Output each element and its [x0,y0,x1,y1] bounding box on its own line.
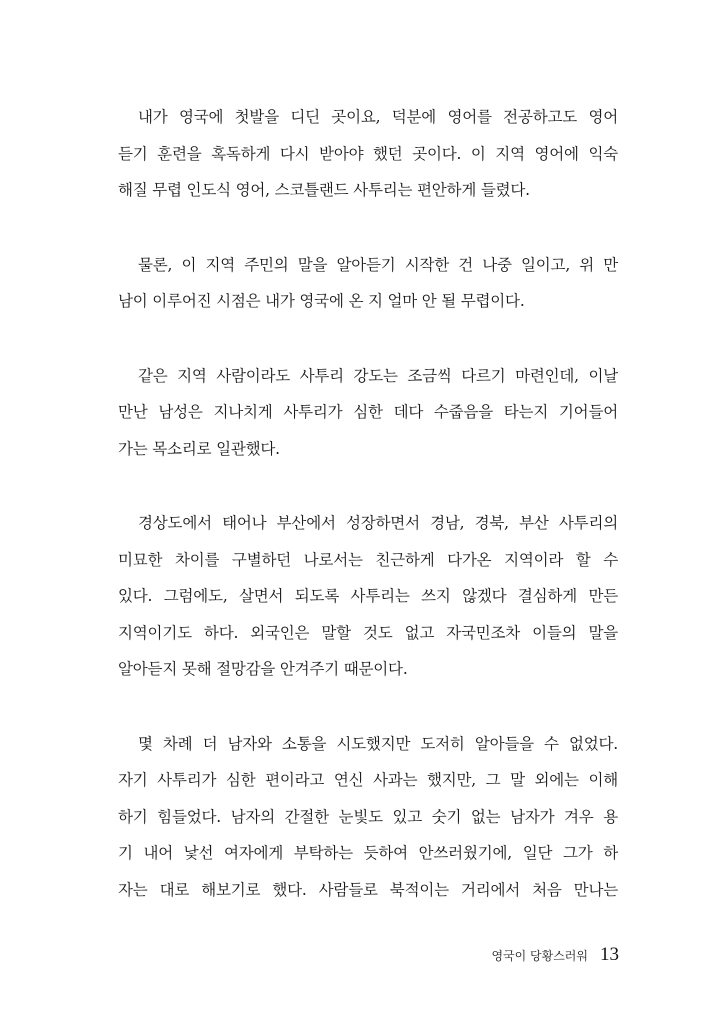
text-line: 있다. 그럼에도, 살면서 되도록 사투리는 쓰지 않겠다 결심하게 만든 [118,587,618,605]
paragraph-2 [118,247,618,320]
paragraph-4 [118,505,618,688]
text-line: 해질 무렵 인도식 영어, 스코틀랜드 사투리는 편안하게 들렸다. [118,181,530,199]
page-number: 13 [600,944,619,965]
text-line: 미묘한 차이를 구별하던 나로서는 친근하게 다가온 지역이라 할 수 [118,550,618,569]
text-line: 내가 영국에 첫발을 디딘 곳이요, 덕분에 영어를 전공하고도 영어 [138,108,618,126]
text-line: 기 내어 낯선 여자에게 부탁하는 듯하여 안쓰러웠기에, 일단 그가 하 [118,844,618,862]
text-line: 지역이기도 하다. 외국인은 말할 것도 없고 자국민조차 이들의 말을 [118,623,618,642]
text-line: 듣기 훈련을 혹독하게 다시 받아야 했던 곳이다. 이 지역 영어에 익숙 [118,144,618,163]
text-line: 경상도에서 태어나 부산에서 성장하면서 경남, 경북, 부산 사투리의 [138,514,618,532]
body-text [118,99,618,946]
running-title: 영국이 당황스러워 [491,949,588,963]
text-line: 같은 지역 사람이라도 사투리 강도는 조금씩 다르기 마련인데, 이날 [138,366,618,385]
paragraph-5 [118,726,618,909]
text-line: 물론, 이 지역 주민의 말을 알아듣기 시작한 건 나중 일이고, 위 만 [138,255,618,274]
text-line: 자기 사투리가 심한 편이라고 연신 사과는 했지만, 그 말 외에는 이해 [118,771,618,789]
text-line: 남이 이루어진 시점은 내가 영국에 온 지 얼마 안 될 무렵이다. [118,292,525,310]
text-line: 자는 대로 해보기로 했다. 사람들로 북적이는 거리에서 처음 만나는 [118,880,618,899]
text-line: 알아듣지 못해 절망감을 안겨주기 때문이다. [118,660,408,678]
paragraph-3 [118,358,618,468]
text-line: 하기 힘들었다. 남자의 간절한 눈빛도 있고 숫기 없는 남자가 겨우 용 [118,807,618,826]
page-footer [491,944,619,966]
paragraph-1 [118,99,618,209]
text-line: 몇 차례 더 남자와 소통을 시도했지만 도저히 알아들을 수 없었다. [138,734,618,753]
text-line: 만난 남성은 지나치게 사투리가 심한 데다 수줍음을 타는지 기어들어 [118,403,618,421]
text-line: 가는 목소리로 일관했다. [118,439,280,458]
